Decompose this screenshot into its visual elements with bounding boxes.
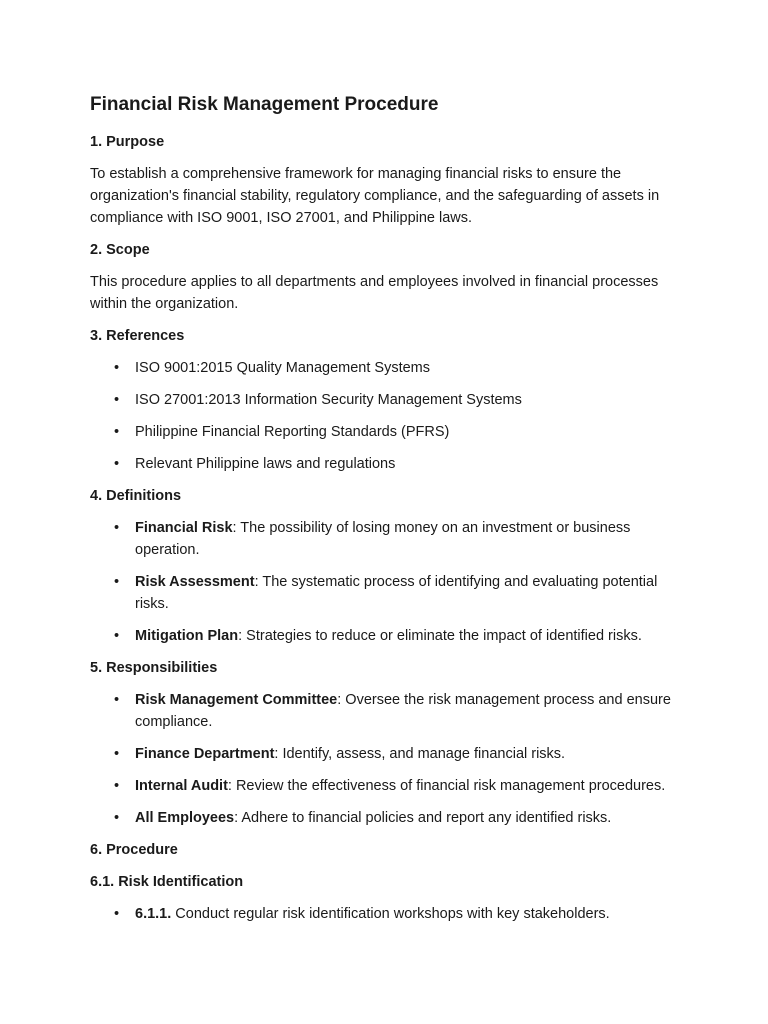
list-item <box>90 571 678 615</box>
responsibility-text: : Review the effectiveness of financial risk management procedures. <box>227 778 666 794</box>
reference-text: Philippine Financial Reporting Standards (PFRS) <box>135 424 450 440</box>
reference-text: ISO 9001:2015 Quality Management Systems <box>135 360 430 376</box>
bullet-icon: • <box>114 810 120 826</box>
list-item <box>90 421 678 443</box>
section-heading-references: 3. References <box>90 328 185 344</box>
responsibility-text: : Oversee the risk management process and ensure compliance. <box>135 692 671 730</box>
section-heading-definitions: 4. Definitions <box>90 488 182 504</box>
definition-term: Financial Risk <box>135 520 233 536</box>
responsibility-role: All Employees <box>135 810 235 826</box>
responsibility-text: : Identify, assess, and manage financial risks. <box>274 746 566 762</box>
bullet-icon: • <box>114 778 120 794</box>
purpose-text: To establish a comprehensive framework for managing financial risks to ensure the organization's financial stability, regulatory compliance, and the safeguarding of assets in compliance with ISO 9001, ISO 27001, and Philippine laws. <box>90 166 660 226</box>
definition-text: : The systematic process of identifying and evaluating potential risks. <box>135 574 658 612</box>
bullet-icon: • <box>114 628 120 644</box>
responsibility-text: : Adhere to financial policies and report any identified risks. <box>234 810 612 826</box>
list-item <box>90 775 678 797</box>
procedure-list <box>90 903 678 925</box>
list-item <box>90 903 678 925</box>
bullet-icon: • <box>114 906 120 922</box>
definition-term: Risk Assessment <box>135 574 255 590</box>
step-number: 6.1.1. <box>135 906 172 922</box>
bullet-icon: • <box>114 520 120 536</box>
bullet-icon: • <box>114 746 120 762</box>
definition-text: : The possibility of losing money on an investment or business operation. <box>135 520 631 558</box>
reference-text: ISO 27001:2013 Information Security Management Systems <box>135 392 522 408</box>
bullet-icon: • <box>114 360 120 376</box>
list-item <box>90 689 678 733</box>
responsibility-role: Finance Department <box>135 746 275 762</box>
step-text: Conduct regular risk identification workshops with key stakeholders. <box>171 906 610 922</box>
section-heading-responsibilities: 5. Responsibilities <box>90 660 218 676</box>
bullet-icon: • <box>114 456 120 472</box>
bullet-icon: • <box>114 392 120 408</box>
section-heading-procedure: 6. Procedure <box>90 842 178 858</box>
responsibility-role: Internal Audit <box>135 778 228 794</box>
scope-text: This procedure applies to all departments and employees involved in financial processes within the organization. <box>90 274 659 312</box>
list-item <box>90 743 678 765</box>
bullet-icon: • <box>114 692 120 708</box>
definitions-list <box>90 517 678 647</box>
section-heading-purpose: 1. Purpose <box>90 134 165 150</box>
subsection-heading-risk-identification: 6.1. Risk Identification <box>90 874 244 890</box>
list-item <box>90 807 678 829</box>
reference-text: Relevant Philippine laws and regulations <box>135 456 396 472</box>
list-item <box>90 517 678 561</box>
section-heading-scope: 2. Scope <box>90 242 150 258</box>
list-item <box>90 625 678 647</box>
list-item <box>90 389 678 411</box>
definition-term: Mitigation Plan <box>135 628 239 644</box>
bullet-icon: • <box>114 424 120 440</box>
list-item <box>90 357 678 379</box>
definition-text: : Strategies to reduce or eliminate the impact of identified risks. <box>238 628 642 644</box>
responsibilities-list <box>90 689 678 829</box>
document-title: Financial Risk Management Procedure <box>90 94 439 115</box>
bullet-icon: • <box>114 574 120 590</box>
references-list <box>90 357 678 475</box>
responsibility-role: Risk Management Committee <box>135 692 338 708</box>
list-item <box>90 453 678 475</box>
